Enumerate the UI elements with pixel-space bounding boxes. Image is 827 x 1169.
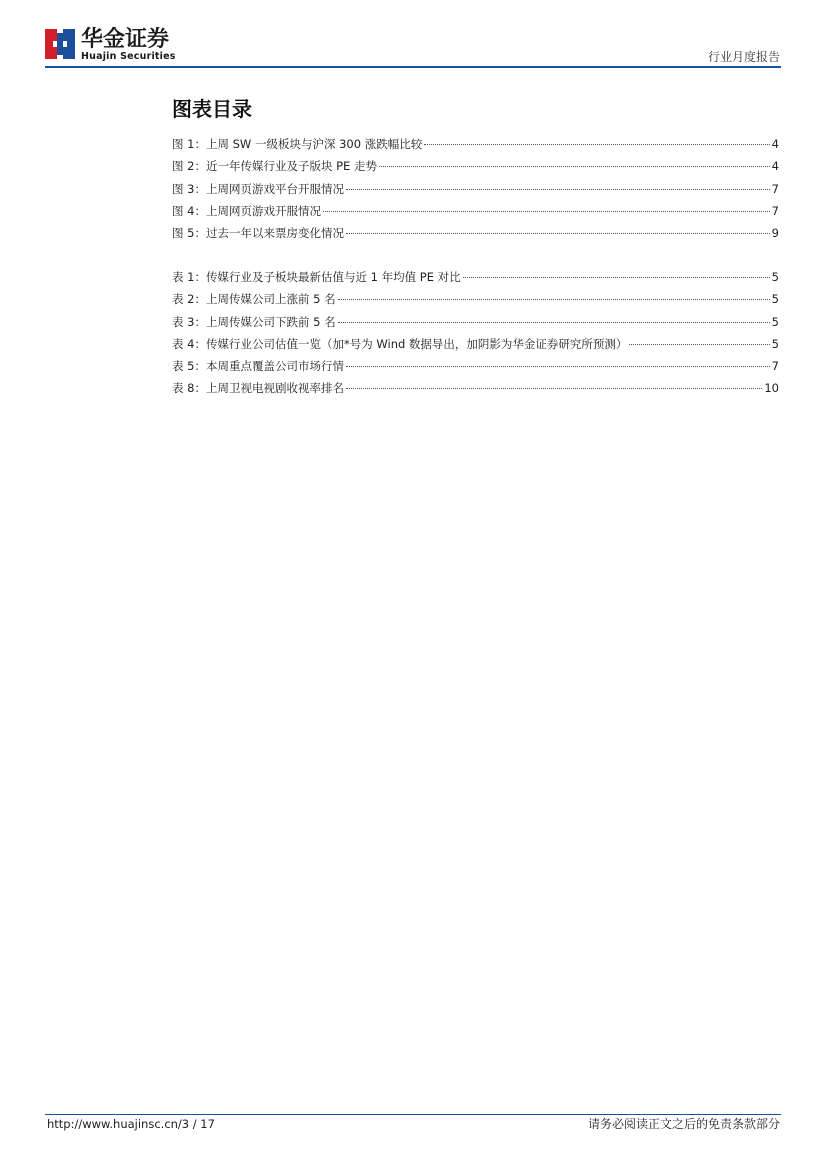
toc-entry-label: 表 1：传媒行业及子板块最新估值与近 1 年均值 PE 对比 — [172, 270, 461, 284]
toc-entry-page: 4 — [771, 159, 779, 174]
figure-list — [172, 133, 779, 244]
report-type: 行业月度报告 — [707, 50, 780, 64]
dot-leader — [338, 322, 770, 323]
toc-entry-page: 5 — [771, 314, 779, 329]
company-logo — [45, 29, 185, 63]
toc-entry-table-1[interactable] — [172, 266, 779, 288]
dot-leader — [379, 166, 770, 167]
toc-entry-table-3[interactable] — [172, 311, 779, 333]
dot-leader — [346, 233, 770, 234]
dot-leader — [629, 344, 769, 345]
toc-entry-table-2[interactable] — [172, 288, 779, 310]
toc-entry-label: 图 2：近一年传媒行业及子版块 PE 走势 — [172, 159, 377, 174]
huajin-logo-icon — [45, 29, 75, 59]
toc-entry-label: 图 4：上周网页游戏开服情况 — [172, 203, 321, 218]
table-list — [172, 266, 779, 400]
toc-entry-page: 5 — [771, 292, 779, 307]
toc-entry-figure-3[interactable] — [172, 178, 779, 200]
footer-divider — [45, 1114, 781, 1115]
toc-entry-table-4[interactable] — [172, 333, 779, 355]
toc-title: 图表目录 — [172, 97, 252, 121]
toc-entry-label: 表 3：上周传媒公司下跌前 5 名 — [172, 314, 336, 329]
dot-leader — [323, 211, 770, 212]
toc-entry-label: 表 5：本周重点覆盖公司市场行情 — [172, 359, 344, 374]
toc-entry-figure-4[interactable] — [172, 200, 779, 222]
toc-entry-table-5[interactable] — [172, 355, 779, 377]
toc-entry-label: 图 1：上周 SW 一级板块与沪深 300 涨跌幅比较 — [172, 137, 423, 151]
toc-entry-label: 表 4：传媒行业公司估值一览（加*号为 Wind 数据导出，加阴影为华金证券研究所预测） — [172, 336, 628, 351]
toc-entry-page: 5 — [771, 336, 779, 351]
toc-entry-page: 7 — [771, 181, 779, 196]
toc-entry-page: 7 — [771, 203, 779, 218]
toc-entry-figure-1[interactable] — [172, 133, 779, 155]
dot-leader — [346, 189, 770, 190]
toc-entry-label: 表 2：上周传媒公司上涨前 5 名 — [172, 292, 336, 307]
logo-english-name: Huajin Securities — [81, 51, 176, 62]
toc-entry-page: 7 — [771, 359, 779, 374]
dot-leader — [346, 388, 762, 389]
dot-leader — [346, 366, 770, 367]
toc-entry-page: 5 — [771, 270, 779, 284]
toc-entry-label: 表 8：上周卫视电视剧收视率排名 — [172, 381, 344, 396]
header-divider — [45, 66, 781, 68]
footer-disclaimer: 请务必阅读正文之后的免责条款部分 — [587, 1117, 780, 1131]
dot-leader — [424, 144, 769, 145]
toc-entry-label: 图 3：上周网页游戏平台开服情况 — [172, 181, 344, 196]
toc-entry-figure-5[interactable] — [172, 222, 779, 244]
toc-entry-table-8[interactable] — [172, 377, 779, 399]
dot-leader — [338, 299, 770, 300]
dot-leader — [463, 277, 770, 278]
footer-url-page-number[interactable]: http://www.huajinsc.cn/3 / 17 — [47, 1117, 215, 1131]
toc-entry-label: 图 5：过去一年以来票房变化情况 — [172, 226, 344, 241]
toc-entry-figure-2[interactable] — [172, 155, 779, 177]
toc-entry-page: 9 — [771, 226, 779, 241]
logo-chinese-name: 华金证券 — [81, 27, 170, 52]
page-header — [0, 0, 827, 70]
toc-entry-page: 10 — [764, 381, 779, 396]
toc-entry-page: 4 — [771, 137, 779, 151]
